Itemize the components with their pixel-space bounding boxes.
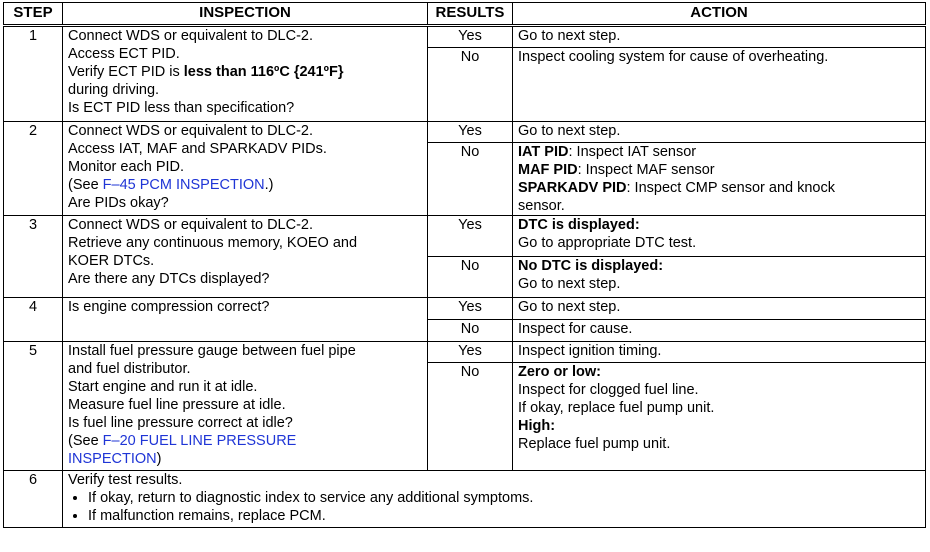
table-row bbox=[4, 122, 926, 143]
inspection-line: Connect WDS or equivalent to DLC-2. bbox=[68, 123, 313, 139]
action-cell: Go to next step. bbox=[513, 298, 926, 320]
result-no: No bbox=[428, 48, 513, 122]
inspection-cell bbox=[63, 122, 428, 216]
action-text: : Inspect MAF sensor bbox=[577, 162, 715, 178]
inspection-line: Verify test results. bbox=[68, 472, 183, 488]
bullet-list bbox=[68, 489, 920, 525]
action-heading: DTC is displayed: bbox=[518, 217, 640, 233]
list-item: • If malfunction remains, replace PCM. bbox=[88, 507, 920, 525]
result-yes: Yes bbox=[428, 298, 513, 320]
pcm-inspection-link[interactable]: F–45 PCM INSPECTION bbox=[102, 177, 265, 193]
inspection-cell bbox=[63, 298, 428, 342]
inspection-line: Start engine and run it at idle. bbox=[68, 379, 258, 395]
action-heading: No DTC is displayed: bbox=[518, 258, 664, 274]
inspection-line: Access ECT PID. bbox=[68, 46, 180, 62]
action-line bbox=[518, 179, 920, 197]
table-row bbox=[4, 298, 926, 320]
action-line: Inspect for clogged fuel line. bbox=[518, 382, 699, 398]
inspection-line: Is engine compression correct? bbox=[68, 299, 270, 315]
action-cell: Go to next step. bbox=[513, 122, 926, 143]
see-suffix: .) bbox=[264, 177, 274, 193]
inspection-cell bbox=[63, 471, 926, 528]
pid-label: MAF PID bbox=[518, 162, 578, 178]
result-yes: Yes bbox=[428, 26, 513, 48]
action-line bbox=[518, 161, 920, 179]
result-no: No bbox=[428, 257, 513, 298]
step-number: 1 bbox=[4, 26, 63, 122]
see-prefix: (See bbox=[68, 177, 103, 193]
inspection-cell bbox=[63, 26, 428, 122]
action-line: Replace fuel pump unit. bbox=[518, 436, 671, 452]
action-line: sensor. bbox=[518, 198, 565, 214]
inspection-line: during driving. bbox=[68, 82, 160, 98]
header-action: ACTION bbox=[513, 3, 926, 26]
inspection-spec: less than 116ºC {241ºF} bbox=[183, 64, 344, 80]
action-cell: Inspect cooling system for cause of overheating. bbox=[513, 48, 926, 122]
inspection-line: Access IAT, MAF and SPARKADV PIDs. bbox=[68, 141, 327, 157]
inspection-line: Install fuel pressure gauge between fuel pipe bbox=[68, 343, 356, 359]
inspection-line: Are PIDs okay? bbox=[68, 195, 169, 211]
table-row bbox=[4, 342, 926, 363]
list-item: • If okay, return to diagnostic index to service any additional symptoms. bbox=[88, 489, 920, 507]
action-cell: Inspect for cause. bbox=[513, 320, 926, 342]
see-suffix: ) bbox=[156, 451, 162, 467]
inspection-line: Are there any DTCs displayed? bbox=[68, 271, 270, 287]
table-row bbox=[4, 216, 926, 257]
result-yes: Yes bbox=[428, 122, 513, 143]
action-line: Go to next step. bbox=[518, 276, 621, 292]
action-line: If okay, replace fuel pump unit. bbox=[518, 400, 715, 416]
pid-label: IAT PID bbox=[518, 144, 569, 160]
action-cell bbox=[513, 143, 926, 216]
action-heading: Zero or low: bbox=[518, 364, 601, 380]
table-header-row bbox=[4, 3, 926, 26]
inspection-line: Retrieve any continuous memory, KOEO and bbox=[68, 235, 358, 251]
inspection-line bbox=[68, 176, 422, 194]
step-number: 4 bbox=[4, 298, 63, 342]
inspection-line bbox=[68, 432, 422, 450]
action-cell bbox=[513, 216, 926, 257]
action-cell bbox=[513, 257, 926, 298]
result-no: No bbox=[428, 320, 513, 342]
inspection-line: Is fuel line pressure correct at idle? bbox=[68, 415, 293, 431]
inspection-line: KOER DTCs. bbox=[68, 253, 155, 269]
action-text: : Inspect IAT sensor bbox=[568, 144, 697, 160]
header-inspection: INSPECTION bbox=[63, 3, 428, 26]
inspection-line bbox=[68, 63, 422, 81]
action-text: : Inspect CMP sensor and knock bbox=[626, 180, 835, 196]
inspection-line: Monitor each PID. bbox=[68, 159, 185, 175]
step-number: 6 bbox=[4, 471, 63, 528]
step-number: 5 bbox=[4, 342, 63, 471]
pid-label: SPARKADV PID bbox=[518, 180, 627, 196]
action-cell: Go to next step. bbox=[513, 26, 926, 48]
result-yes: Yes bbox=[428, 342, 513, 363]
step-number: 2 bbox=[4, 122, 63, 216]
inspection-cell bbox=[63, 216, 428, 298]
result-yes: Yes bbox=[428, 216, 513, 257]
inspection-line: and fuel distributor. bbox=[68, 361, 191, 377]
inspection-text: Verify ECT PID is bbox=[68, 64, 184, 80]
inspection-line: Connect WDS or equivalent to DLC-2. bbox=[68, 28, 313, 44]
table-row bbox=[4, 471, 926, 528]
inspection-line bbox=[68, 450, 422, 468]
diagnostic-table bbox=[3, 2, 926, 528]
result-no: No bbox=[428, 143, 513, 216]
see-prefix: (See bbox=[68, 433, 103, 449]
action-heading: High: bbox=[518, 418, 556, 434]
step-number: 3 bbox=[4, 216, 63, 298]
result-no: No bbox=[428, 363, 513, 471]
inspection-line: Is ECT PID less than specification? bbox=[68, 100, 295, 116]
header-results: RESULTS bbox=[428, 3, 513, 26]
header-step: STEP bbox=[4, 3, 63, 26]
fuel-line-pressure-link[interactable]: F–20 FUEL LINE PRESSURE bbox=[102, 433, 297, 449]
inspection-cell bbox=[63, 342, 428, 471]
fuel-line-pressure-link-cont[interactable]: INSPECTION bbox=[68, 451, 157, 467]
action-cell bbox=[513, 363, 926, 471]
inspection-line: Connect WDS or equivalent to DLC-2. bbox=[68, 217, 313, 233]
action-line: Go to appropriate DTC test. bbox=[518, 235, 697, 251]
action-cell: Inspect ignition timing. bbox=[513, 342, 926, 363]
inspection-line: Measure fuel line pressure at idle. bbox=[68, 397, 286, 413]
table-row bbox=[4, 26, 926, 48]
action-line bbox=[518, 143, 920, 161]
